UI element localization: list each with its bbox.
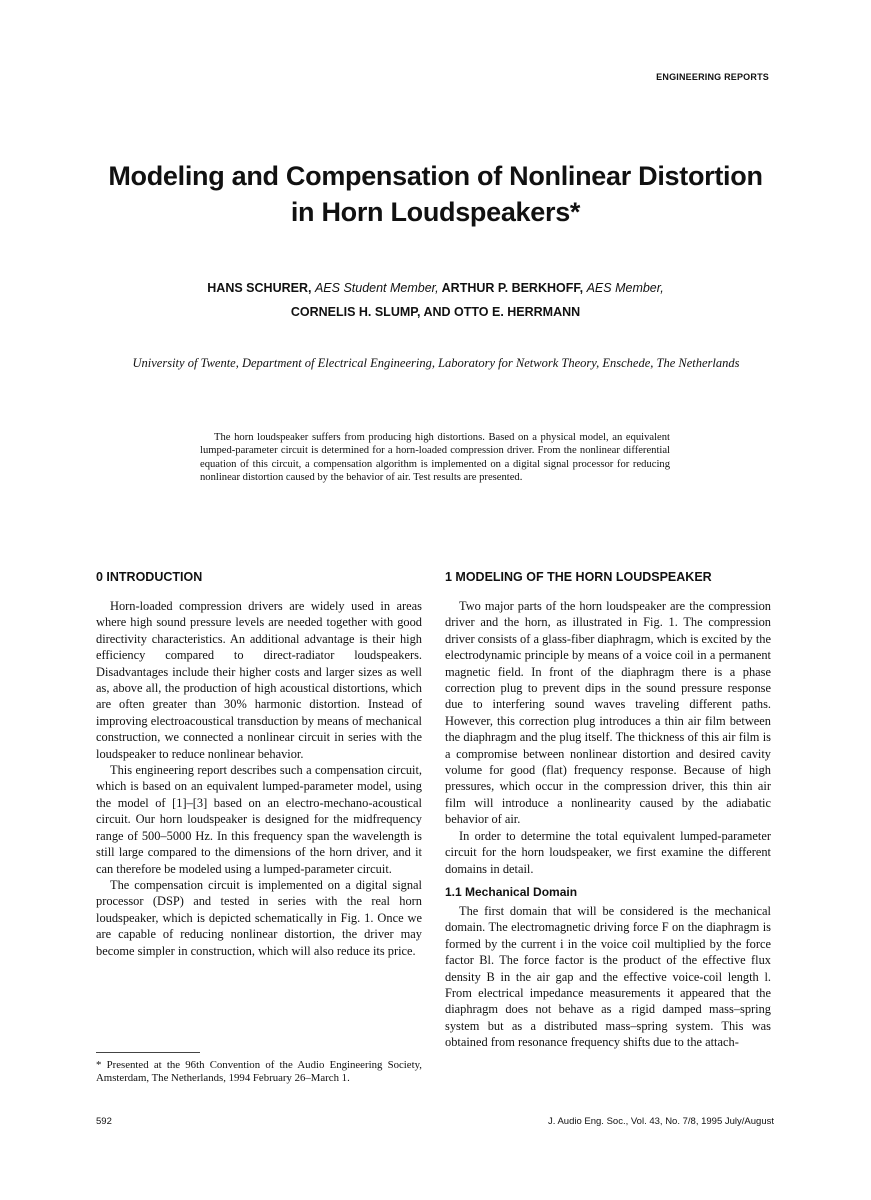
author-schurer-membership: AES Student Member, <box>314 281 439 295</box>
paragraph: The compensation circuit is implemented on a digital signal processor (DSP) and tested in series with the real horn loudspeaker, which is depicted schematically in Fig. 1. Once we are capable of reducing nonlinear distortion, the driver may become simpler in construction, which will also reduce its price. <box>96 877 422 958</box>
paragraph: The first domain that will be considered is the mechanical domain. The electromagnetic driving force F on the diaphragm is formed by the current i in the voice coil multiplied by the force factor Bl. The force factor is the product of the effective flux density B in the air gap and the effective voice-coil length l. From electrical impedance measurements it appeared that the diaphragm does not behave as a rigid damped mass–spring system but as a distributed mass–spring system. This was obtained from resonance frequency shifts due to the attach- <box>445 903 771 1050</box>
paragraph: This engineering report describes such a compensation circuit, which is based on an equivalent lumped-parameter model, using the model of [1]–[3] based on an electro-mechano-acoustical circuit. Our horn loudspeaker is designed for the midfrequency range of 500–5000 Hz. In this frequency span the wavelength is still large compared to the dimensions of the horn driver, and it can therefore be modeled using a lumped-parameter circuit. <box>96 763 422 876</box>
page-number: 592 <box>96 1116 112 1127</box>
author-berkhoff: ARTHUR P. BERKHOFF, <box>441 281 584 295</box>
author-line-2: CORNELIS H. SLUMP, AND OTTO E. HERRMANN <box>290 305 581 319</box>
affiliation: University of Twente, Department of Electrical Engineering, Laboratory for Network Theory, Enschede, The Netherlands <box>132 356 740 370</box>
footnote-rule <box>96 1052 200 1053</box>
subsection-heading-mechanical: 1.1 Mechanical Domain <box>445 884 578 899</box>
paragraph: In order to determine the total equivalent lumped-parameter circuit for the horn loudspeaker, we first examine the different domains in detail. <box>445 828 771 876</box>
author-schurer: HANS SCHURER, <box>207 281 312 295</box>
journal-reference: J. Audio Eng. Soc., Vol. 43, No. 7/8, 1995 July/August <box>547 1116 774 1127</box>
paragraph: Two major parts of the horn loudspeaker are the compression driver and the horn, as illustrated in Fig. 1. The compression driver consists of a glass-fiber diaphragm, which is excited by the electrodynamic principle by means of a voice coil in a permanent magnetic field. In front of the diaphragm there is a phase correction plug to prevent dips in the sound pressure response due to interfering sound waves traveling different paths. However, this correction plug introduces a thin air film between the diaphragm and the plug itself. The thickness of this air film is a compromise between nonlinear distortion and desired cavity volume for good (flat) frequency response. Because of high pressures, which occur in the compression driver, this thin air film will introduce a nonlinearity caused by the adiabatic behavior of air. <box>445 599 771 827</box>
section-heading-introduction: 0 INTRODUCTION <box>96 570 203 584</box>
paper-title <box>0 158 871 230</box>
author-list <box>0 276 871 324</box>
section-heading-modeling: 1 MODELING OF THE HORN LOUDSPEAKER <box>445 570 712 584</box>
author-berkhoff-membership: AES Member, <box>586 281 664 295</box>
footnote: * Presented at the 96th Convention of the Audio Engineering Society, Amsterdam, The Netherlands, 1994 February 26–March 1. <box>96 1059 422 1084</box>
title-line-2: in Horn Loudspeakers* <box>290 197 581 227</box>
paragraph: Horn-loaded compression drivers are widely used in areas where high sound pressure levels are needed together with good directivity characteristics. An additional advantage is their high efficiency compared to direct-radiator loudspeakers. Disadvantages include their higher costs and larger sizes as well as, above all, the production of high acoustical distortions, which are often greater than 30% harmonic distortion. Instead of improving electroacoustical transduction by means of mechanical construction, we connected a nonlinear circuit in series with the loudspeaker to reduce nonlinear behavior. <box>96 599 422 761</box>
running-head: ENGINEERING REPORTS <box>656 72 769 82</box>
abstract-text: The horn loudspeaker suffers from producing high distortions. Based on a physical model, an equivalent lumped-parameter circuit is determined for a horn-loaded compression driver. From the nonlinear differential equation of this circuit, a compensation algorithm is implemented on a digital signal processor for reducing nonlinear distortion caused by the behavior of air. Test results are presented. <box>200 432 670 484</box>
title-line-1: Modeling and Compensation of Nonlinear Distortion <box>108 161 763 191</box>
abstract <box>200 431 670 485</box>
right-column <box>445 570 771 1051</box>
left-column <box>96 570 422 959</box>
